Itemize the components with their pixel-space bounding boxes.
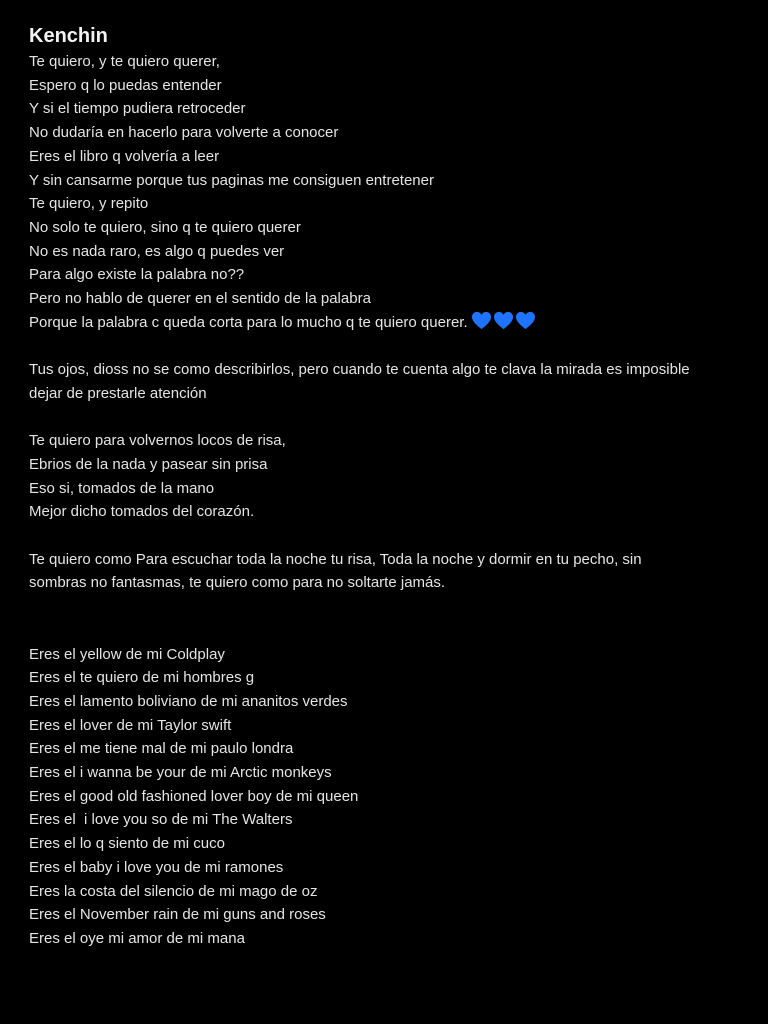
blank-line (29, 406, 744, 430)
text-line: Pero no hablo de querer en el sentido de la palabra (29, 290, 371, 308)
text-line: Te quiero, y te quiero querer, (29, 53, 220, 70)
blank-line (29, 334, 744, 358)
text-line: Eres la costa del silencio de mi mago de oz (29, 882, 318, 900)
text-line: Ebrios de la nada y pasear sin prisa (29, 455, 268, 473)
text-line: Eres el i love you so de mi The Walters (29, 811, 293, 829)
blank-line (29, 619, 744, 643)
text-line: No es nada raro, es algo q puedes ver (29, 242, 285, 260)
text-line: Y sin cansarme porque tus paginas me consiguen entretener (29, 171, 434, 189)
text-line: Eres el i wanna be your de mi Arctic monkeys (29, 764, 332, 782)
text-line: Tus ojos, dioss no se como describirlos, pero cuando te cuenta algo te clava la mirada es imposible (29, 361, 690, 379)
note-title: Kenchin (29, 25, 108, 47)
stanza-2 (29, 358, 744, 405)
note-body[interactable] (29, 22, 744, 951)
text-line: Eres el me tiene mal de mi paulo londra (29, 740, 294, 758)
text-line-with-hearts (29, 311, 744, 335)
blank-line (29, 595, 744, 619)
text-line: Eres el libro q volvería a leer (29, 147, 220, 165)
text-line: Espero q lo puedas entender (29, 76, 222, 94)
stanza-3 (29, 429, 744, 524)
blue-heart-icon (493, 311, 514, 330)
stanza-5 (29, 643, 744, 951)
text-line: Te quiero como Para escuchar toda la noche tu risa, Toda la noche y dormir en tu pecho, sin (29, 550, 642, 568)
blue-heart-icon (471, 311, 492, 330)
stanza-4 (29, 548, 744, 595)
blue-heart-icon (515, 311, 536, 330)
text-line: dejar de prestarle atención (29, 384, 207, 402)
text-line: No solo te quiero, sino q te quiero querer (29, 218, 301, 236)
hearts-emoji-group (471, 311, 536, 330)
text-line: Eres el November rain de mi guns and roses (29, 906, 326, 924)
text-line: Eres el good old fashioned lover boy de mi queen (29, 787, 359, 805)
text-line-text: Porque la palabra c queda corta para lo mucho q te quiero querer. (29, 313, 468, 331)
stanza-1 (29, 50, 744, 334)
text-line: Eres el lamento boliviano de mi ananitos verdes (29, 692, 348, 710)
text-line: Te quiero, y repito (29, 195, 149, 213)
text-line: Te quiero para volvernos locos de risa, (29, 432, 286, 450)
text-line: sombras no fantasmas, te quiero como para no soltarte jamás. (29, 574, 446, 592)
text-line: Eres el lo q siento de mi cuco (29, 835, 225, 853)
text-line: No dudaría en hacerlo para volverte a conocer (29, 124, 339, 142)
text-line: Eres el baby i love you de mi ramones (29, 858, 284, 876)
text-line: Eres el te quiero de mi hombres g (29, 669, 255, 687)
text-line: Y si el tiempo pudiera retroceder (29, 100, 246, 118)
text-line: Para algo existe la palabra no?? (29, 266, 245, 284)
text-line: Mejor dicho tomados del corazón. (29, 503, 255, 521)
blank-line (29, 524, 744, 548)
text-line: Eres el oye mi amor de mi mana (29, 929, 245, 947)
text-line: Eres el lover de mi Taylor swift (29, 716, 232, 734)
text-line: Eres el yellow de mi Coldplay (29, 645, 225, 663)
text-line: Eso si, tomados de la mano (29, 479, 215, 497)
